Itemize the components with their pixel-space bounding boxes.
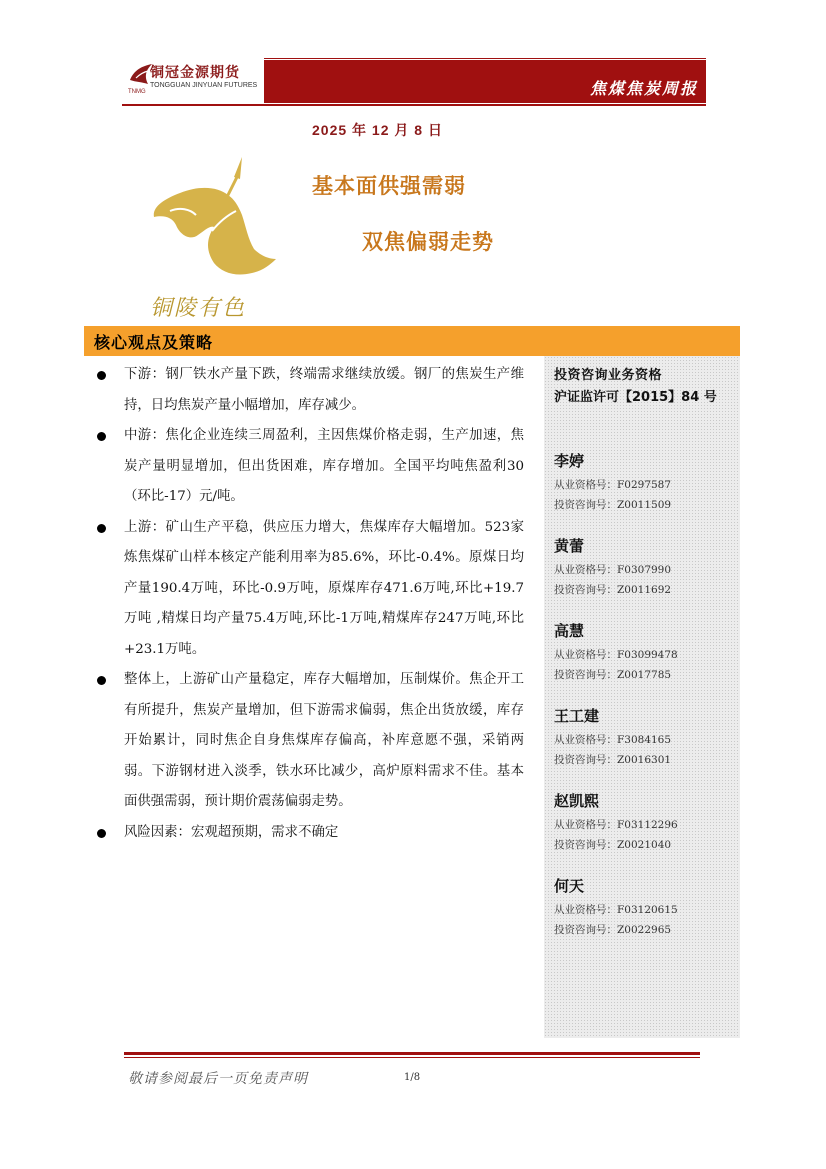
bullet-icon bbox=[97, 432, 106, 441]
analyst-practice-number: 从业资格号：F0307990 bbox=[554, 564, 672, 576]
header-divider bbox=[122, 104, 706, 106]
list-item bbox=[94, 360, 524, 421]
analyst-practice-number: 从业资格号：F0297587 bbox=[554, 479, 672, 491]
headline-line-2: 双焦偏弱走势 bbox=[362, 230, 494, 254]
headline-line-1: 基本面供强需弱 bbox=[312, 174, 466, 198]
analyst-card bbox=[554, 705, 734, 770]
section-title: 核心观点及策略 bbox=[94, 333, 214, 352]
analyst-card bbox=[554, 450, 734, 515]
bullet-text: 整体上，上游矿山产量稳定，库存大幅增加，压制煤价。焦企开工有所提升，焦炭产量增加，但下游需求偏弱，焦企出货放缓，库存开始累计，同时焦企自身焦煤库存偏高，补库意愿不强，采销两弱。下游钢材进入淡季，铁水环比减少，高炉原料需求不佳。基本面供强需弱，预计期价震荡偏弱走势。 bbox=[124, 672, 524, 809]
analyst-name: 李婷 bbox=[554, 452, 585, 470]
bullet-icon bbox=[97, 829, 106, 838]
footer-divider bbox=[124, 1052, 700, 1055]
emblem-logo bbox=[150, 155, 280, 330]
analyst-practice-number: 从业资格号：F03120615 bbox=[554, 904, 678, 916]
analyst-practice-number: 从业资格号：F3084165 bbox=[554, 734, 672, 746]
footer-disclaimer: 敬请参阅最后一页免责声明 bbox=[128, 1071, 308, 1087]
emblem-caption: 铜陵有色 bbox=[150, 296, 247, 321]
analyst-practice-number: 从业资格号：F03112296 bbox=[554, 819, 678, 831]
analyst-advisory-number: 投资咨询号：Z0011509 bbox=[554, 499, 672, 511]
sidebar-panel bbox=[544, 356, 740, 1038]
analyst-advisory-number: 投资咨询号：Z0021040 bbox=[554, 839, 672, 851]
analyst-advisory-number: 投资咨询号：Z0017785 bbox=[554, 669, 672, 681]
analyst-advisory-number: 投资咨询号：Z0011692 bbox=[554, 584, 672, 596]
header-banner bbox=[264, 60, 706, 103]
page-number: 1/8 bbox=[404, 1072, 421, 1083]
footer-divider-thin bbox=[124, 1057, 700, 1058]
list-item bbox=[94, 818, 524, 849]
analyst-advisory-number: 投资咨询号：Z0016301 bbox=[554, 754, 672, 766]
analyst-card bbox=[554, 875, 734, 940]
report-date: 2025 年 12 月 8 日 bbox=[312, 122, 443, 138]
bullet-icon bbox=[97, 524, 106, 533]
logo-company-name-en: TONGGUAN JINYUAN FUTURES bbox=[150, 82, 258, 89]
analyst-name: 赵凯熙 bbox=[554, 792, 600, 810]
list-item bbox=[94, 421, 524, 513]
section-header bbox=[84, 326, 740, 356]
bullet-icon bbox=[97, 676, 106, 685]
bullet-text: 中游：焦化企业连续三周盈利，主因焦煤价格走弱，生产加速，焦炭产量明显增加，但出货困难，库存增加。全国平均吨焦盈利30（环比-17）元/吨。 bbox=[124, 428, 524, 504]
logo-abbreviation: TNMG bbox=[128, 89, 146, 95]
analyst-advisory-number: 投资咨询号：Z0022965 bbox=[554, 924, 672, 936]
qualification-title: 投资咨询业务资格 bbox=[554, 368, 663, 383]
bullet-icon bbox=[97, 371, 106, 380]
analyst-name: 高慧 bbox=[554, 622, 585, 640]
key-points-list bbox=[94, 360, 524, 848]
bullet-text: 风险因素：宏观超预期，需求不确定 bbox=[124, 824, 339, 840]
analyst-card bbox=[554, 535, 734, 600]
analyst-card bbox=[554, 620, 734, 685]
analyst-name: 黄蕾 bbox=[554, 537, 585, 555]
bullet-text: 上游：矿山生产平稳，供应压力增大，焦煤库存大幅增加。523家炼焦煤矿山样本核定产能利用率为85.6%，环比-0.4%。原煤日均产量190.4万吨，环比-0.9万吨，原煤库存471.6万吨,环比+19.7万吨 ,精煤日均产量75.4万吨,环比-1万吨,精煤库存247万吨,环比+23.1万吨。 bbox=[124, 519, 524, 657]
bullet-text: 下游：钢厂铁水产量下跌，终端需求继续放缓。钢厂的焦炭生产维持，日均焦炭产量小幅增加，库存减少。 bbox=[124, 367, 524, 413]
qualification-license: 沪证监许可【2015】84 号 bbox=[554, 390, 717, 405]
logo-company-name: 铜冠金源期货 bbox=[150, 65, 240, 81]
list-item bbox=[94, 665, 524, 818]
analyst-name: 王工建 bbox=[554, 707, 600, 725]
analyst-name: 何天 bbox=[554, 877, 585, 895]
analyst-card bbox=[554, 790, 734, 855]
list-item bbox=[94, 513, 524, 666]
report-type-title: 焦煤焦炭周报 bbox=[589, 79, 698, 98]
analyst-practice-number: 从业资格号：F03099478 bbox=[554, 649, 678, 661]
